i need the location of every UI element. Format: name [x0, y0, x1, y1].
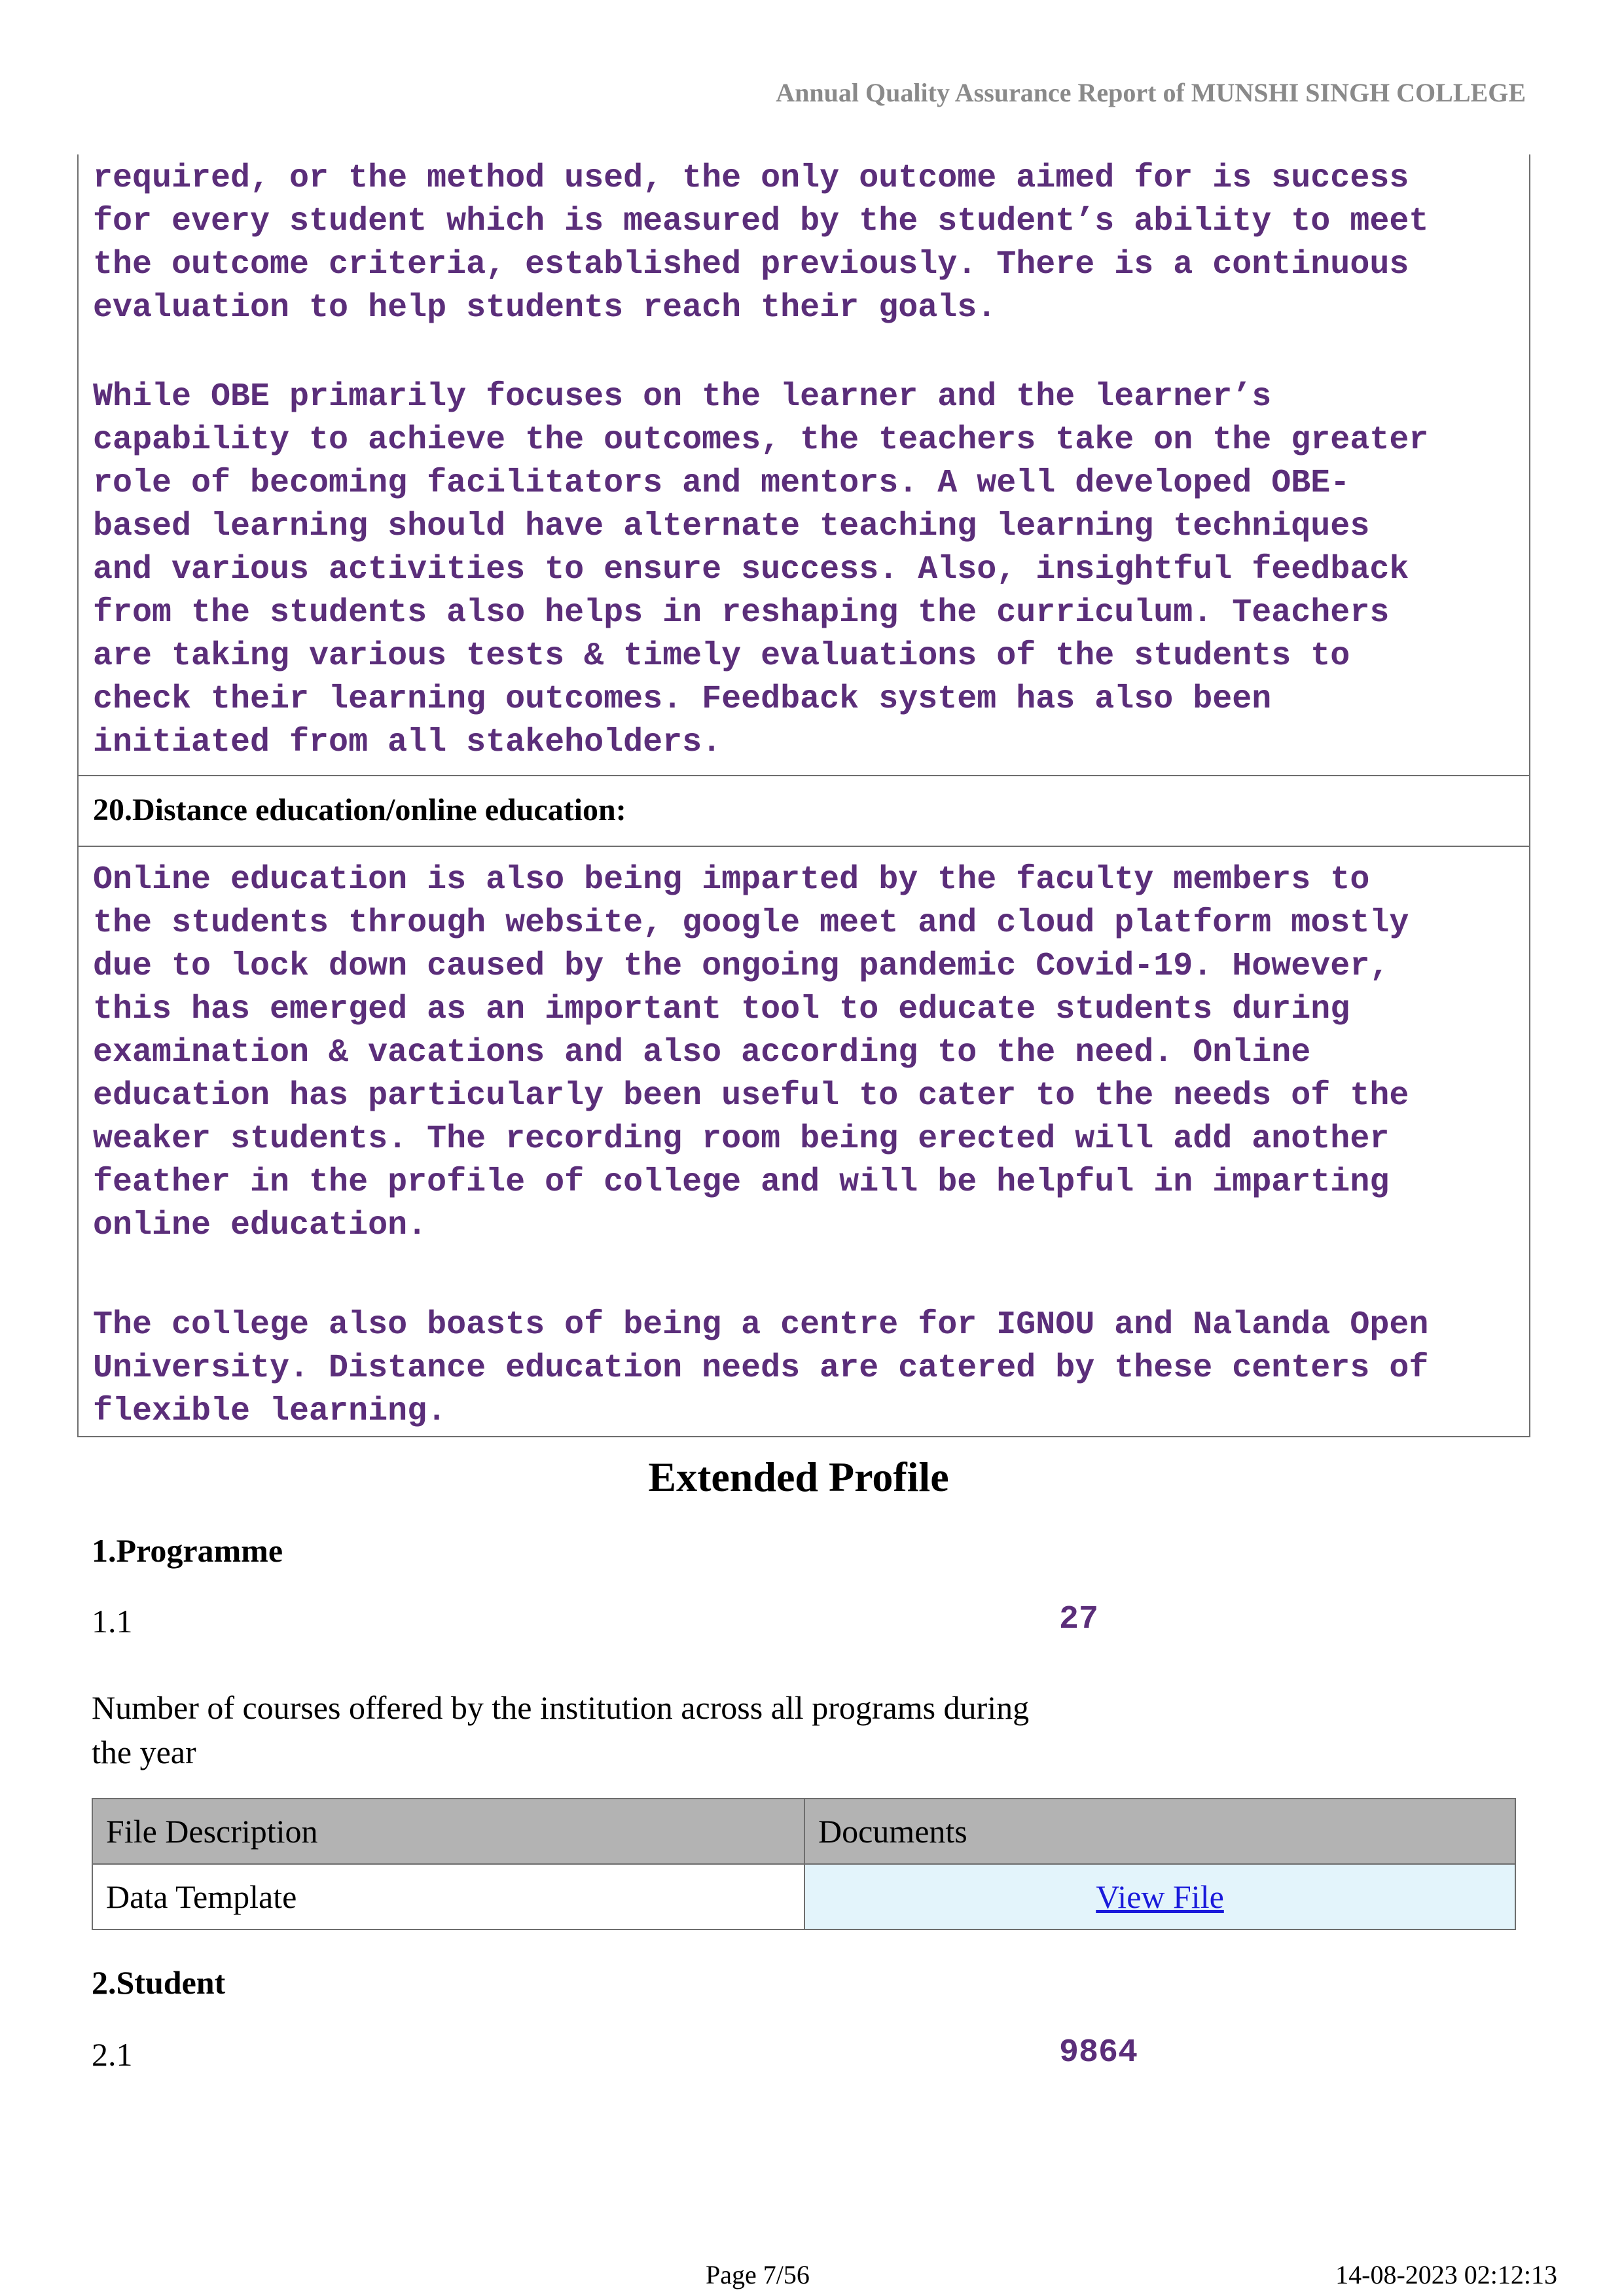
report-header: Annual Quality Assurance Report of MUNSHI SINGH COLLEGE	[776, 78, 1526, 107]
table-header-row	[92, 1799, 1515, 1864]
distance-education-paragraph-2: The college also boasts of being a centre for IGNOU and Nalanda Open University. Distance education needs are catered by these centers of flexible learning.	[93, 1306, 1429, 1430]
programme-description: Number of courses offered by the institution across all programs during the year	[92, 1689, 1030, 1770]
obe-paragraph-1: required, or the method used, the only outcome aimed for is success for every student which is measured by the student’s ability to meet the outcome criteria, established previously. There is a continuous evaluation to help students reach their goals.	[93, 160, 1429, 327]
file-description-header: File Description	[92, 1799, 804, 1864]
table-row	[92, 1864, 1515, 1929]
data-template-label: Data Template	[92, 1864, 804, 1929]
documents-header: Documents	[804, 1799, 1515, 1864]
programme-value: 27	[1059, 1601, 1099, 1638]
view-file-cell	[804, 1864, 1515, 1929]
distance-education-text-box	[77, 846, 1530, 1437]
distance-education-paragraph-1: Online education is also being imparted by the faculty members to the students through website, google meet and cloud platform mostly due to lock down caused by the ongoing pandemic Covid-19. However, this has emerged as an important tool to educate students during examination & vacations and also according to the need. Online education has particularly been useful to cater to the needs of the weaker students. The recording room being erected will add another feather in the profile of college and will be helpful in imparting online education.	[93, 861, 1409, 1244]
student-heading: 2.Student	[92, 1964, 226, 2001]
distance-education-heading: 20.Distance education/online education:	[77, 775, 1530, 847]
obe-text-box	[77, 154, 1530, 776]
obe-paragraph-2: While OBE primarily focuses on the learner and the learner’s capability to achieve the outcomes, the teachers take on the greater role of becoming facilitators and mentors. A well developed OBE- based learning should have alternate teaching learning techniques and various activities to ensure success. Also, insightful feedback from the students also helps in reshaping the curriculum. Teachers are taking various tests & timely evaluations of the students to check their learning outcomes. Feedback system has also been initiated from all stakeholders.	[93, 378, 1429, 761]
programme-file-table	[92, 1798, 1516, 1930]
view-file-link[interactable]: View File	[1096, 1878, 1224, 1915]
student-value: 9864	[1059, 2034, 1138, 2072]
page-number: Page 7/56	[706, 2260, 810, 2289]
extended-profile-title: Extended Profile	[648, 1454, 949, 1500]
footer-datetime: 14-08-2023 02:12:13	[1335, 2260, 1557, 2289]
programme-item-number: 1.1	[92, 1603, 133, 1640]
programme-heading: 1.Programme	[92, 1532, 283, 1569]
student-item-number: 2.1	[92, 2036, 133, 2073]
